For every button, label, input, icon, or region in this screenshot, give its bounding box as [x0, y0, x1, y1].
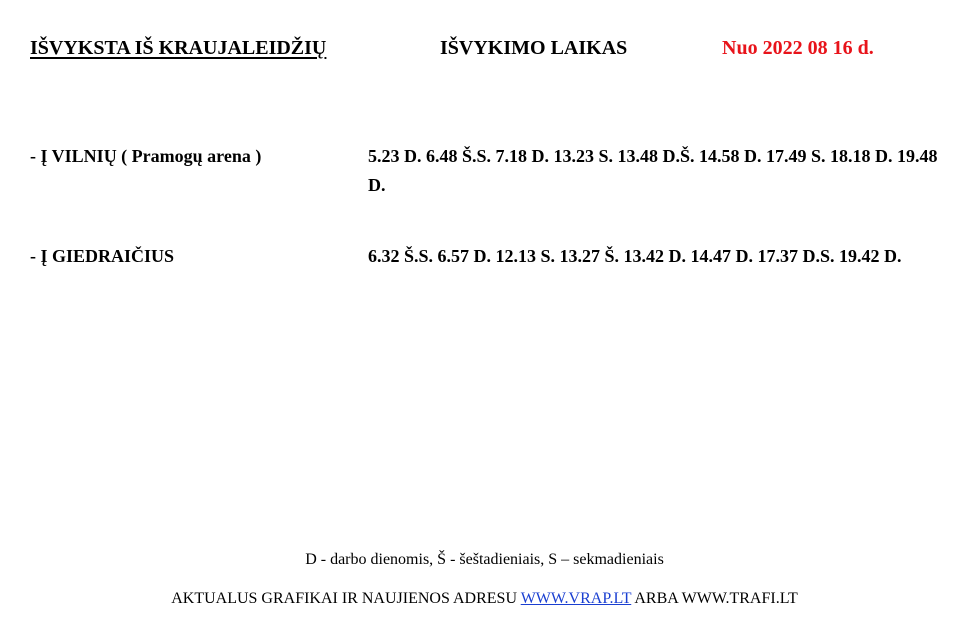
day-codes-legend: D - darbo dienomis, Š - šeštadieniais, S – sekmadieniais — [305, 551, 664, 568]
route-departure-times: 5.23 D. 6.48 Š.S. 7.18 D. 13.23 S. 13.48 D.Š. 14.58 D. 17.49 S. 18.18 D. 19.48 D. — [368, 146, 938, 195]
vrap-link[interactable]: WWW.VRAP.LT — [520, 590, 632, 607]
route-destination: - Į VILNIŲ ( Pramogų arena ) — [30, 146, 262, 166]
footer-note — [0, 590, 969, 608]
valid-from-date: Nuo 2022 08 16 d. — [722, 37, 874, 59]
route-departure-times: 6.32 Š.S. 6.57 D. 12.13 S. 13.27 Š. 13.42 D. 14.47 D. 17.37 D.S. 19.42 D. — [368, 246, 902, 266]
origin-heading: IŠVYKSTA IŠ KRAUJALEIDŽIŲ — [30, 37, 327, 59]
footer-prefix: AKTUALUS GRAFIKAI IR NAUJIENOS ADRESU — [171, 590, 521, 607]
footer-suffix: ARBA WWW.TRAFI.LT — [631, 590, 798, 607]
route-destination: - Į GIEDRAIČIUS — [30, 246, 175, 266]
departure-time-heading: IŠVYKIMO LAIKAS — [440, 37, 628, 59]
